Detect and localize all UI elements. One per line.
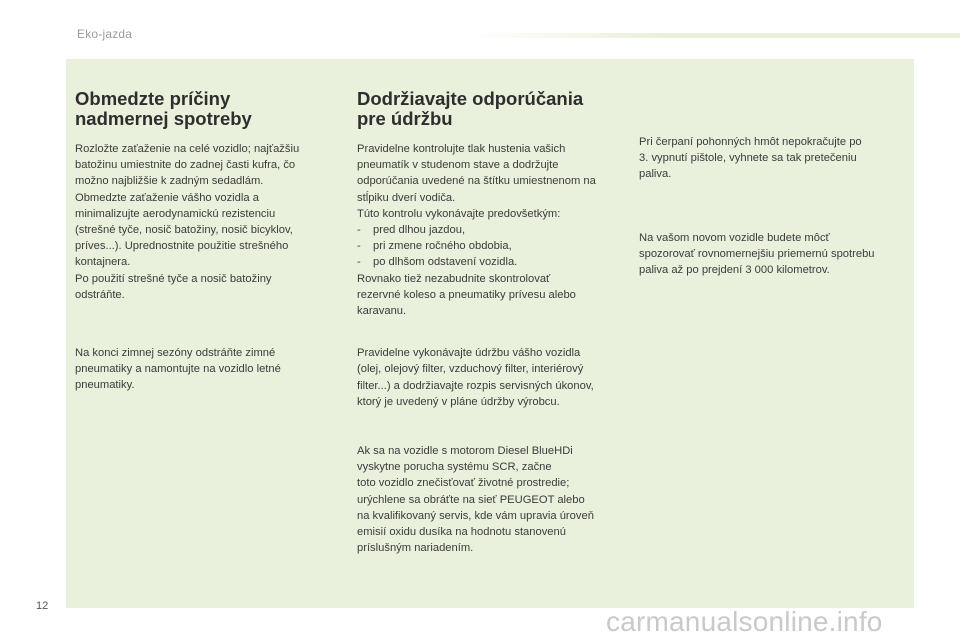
text-line: Ak sa na vozidle s motorom Diesel BlueHDi [357,445,573,458]
text-line: toto vozidlo znečisťovať životné prostredie; [357,477,570,490]
column-fuel [639,134,909,278]
heading-line: pre údržbu [357,108,453,129]
text-line: urýchlene sa obráťte na sieť PEUGEOT alebo [357,493,585,506]
section-title: Eko-jazda [77,27,133,41]
text-line: Pravidelne kontrolujte tlak hustenia vašich [357,143,566,155]
text-line: Rovnako tiež nezabudnite skontrolovať [357,272,551,285]
paragraph-scr [357,443,629,556]
bullet-text: pri zmene ročného obdobia, [373,240,512,253]
bullet-item [357,254,629,270]
heading-consumption [75,89,337,129]
text-line: emisií oxidu dusíka na hodnotu stanovenú [357,526,566,539]
bullet-mark: - [357,224,361,237]
text-line: ktorý je uvedený v pláne údržby výrobcu. [357,395,560,408]
paragraph-servicing [357,345,629,410]
text-line: Na konci zimnej sezóny odstráňte zimné [75,347,276,360]
paragraph-tyre-pressure [357,141,629,319]
bullet-item [357,222,629,238]
text-line: batožinu umiestnite do zadnej časti kufra, čo [75,159,296,172]
text-line: pneumatiky. [75,379,135,392]
bullet-mark: - [357,256,361,269]
text-line: Po použití strešné tyče a nosič batožiny [75,272,272,285]
text-line: príves...). Uprednostnite použitie strešného [75,240,289,253]
text-line: kontajnera. [75,256,131,269]
paragraph-new-vehicle [639,230,909,279]
heading-line: Dodržiavajte odporúčania [357,88,584,109]
text-line: rezervné koleso a pneumatiky prívesu alebo [357,288,576,301]
paragraph-refuelling [639,134,909,183]
bullet-mark: - [357,240,361,253]
bullet-text: po dlhšom odstavení vozidla. [373,256,518,269]
text-line: karavanu. [357,305,407,318]
header-rule [470,33,960,38]
text-line: na kvalifikovaný servis, kde vám upravia úroveň [357,509,594,522]
text-line: možno najbližšie k zadným sedadlám. [75,175,264,188]
text-line: príslušným nariadením. [357,542,474,555]
column-consumption [75,89,337,394]
text-line: Rozložte zaťaženie na celé vozidlo; najťažšiu [75,143,300,155]
heading-line: nadmernej spotreby [75,108,252,129]
bullet-item [357,238,629,254]
text-line: (olej, olejový filter, vzduchový filter, interiérový [357,363,584,376]
paragraph-load [75,141,337,303]
text-line: odstráňte. [75,288,125,301]
text-line: Na vašom novom vozidle budete môcť [639,231,830,244]
text-line: odporúčania uvedené na štítku umiestnenom na [357,175,596,188]
text-line: paliva až po prejdení 3 000 kilometrov. [639,264,830,277]
page-number: 12 [36,600,49,612]
heading-line: Obmedzte príčiny [75,88,231,109]
bullet-text: pred dlhou jazdou, [373,224,466,237]
text-line: pneumatík v studenom stave a dodržujte [357,159,559,172]
text-line: 3. vypnutí pištole, vyhnete sa tak pretečeniu [639,152,857,165]
column-maintenance [357,89,629,556]
text-line: minimalizujte aerodynamickú rezistenciu [75,207,276,220]
text-line: Túto kontrolu vykonávajte predovšetkým: [357,207,561,220]
text-line: Pri čerpaní pohonných hmôt nepokračujte po [639,136,862,148]
text-line: vyskytne porucha systému SCR, začne [357,461,552,474]
text-line: Pravidelne vykonávajte údržbu vášho vozidla [357,347,581,360]
heading-maintenance [357,89,629,129]
text-line: spozorovať rovnomernejšiu priemernú spotrebu [639,247,875,260]
text-line: filter...) a dodržiavajte rozpis servisných úkonov, [357,379,594,392]
text-line: stĺpiku dverí vodiča. [357,191,456,204]
text-line: (strešné tyče, nosič batožiny, nosič bicyklov, [75,224,293,237]
text-line: Obmedzte zaťaženie vášho vozidla a [75,191,259,204]
watermark: carmanualsonline.info [606,606,883,637]
text-line: paliva. [639,168,672,181]
paragraph-winter-tyres [75,345,337,394]
text-line: pneumatiky a namontujte na vozidlo letné [75,363,281,376]
